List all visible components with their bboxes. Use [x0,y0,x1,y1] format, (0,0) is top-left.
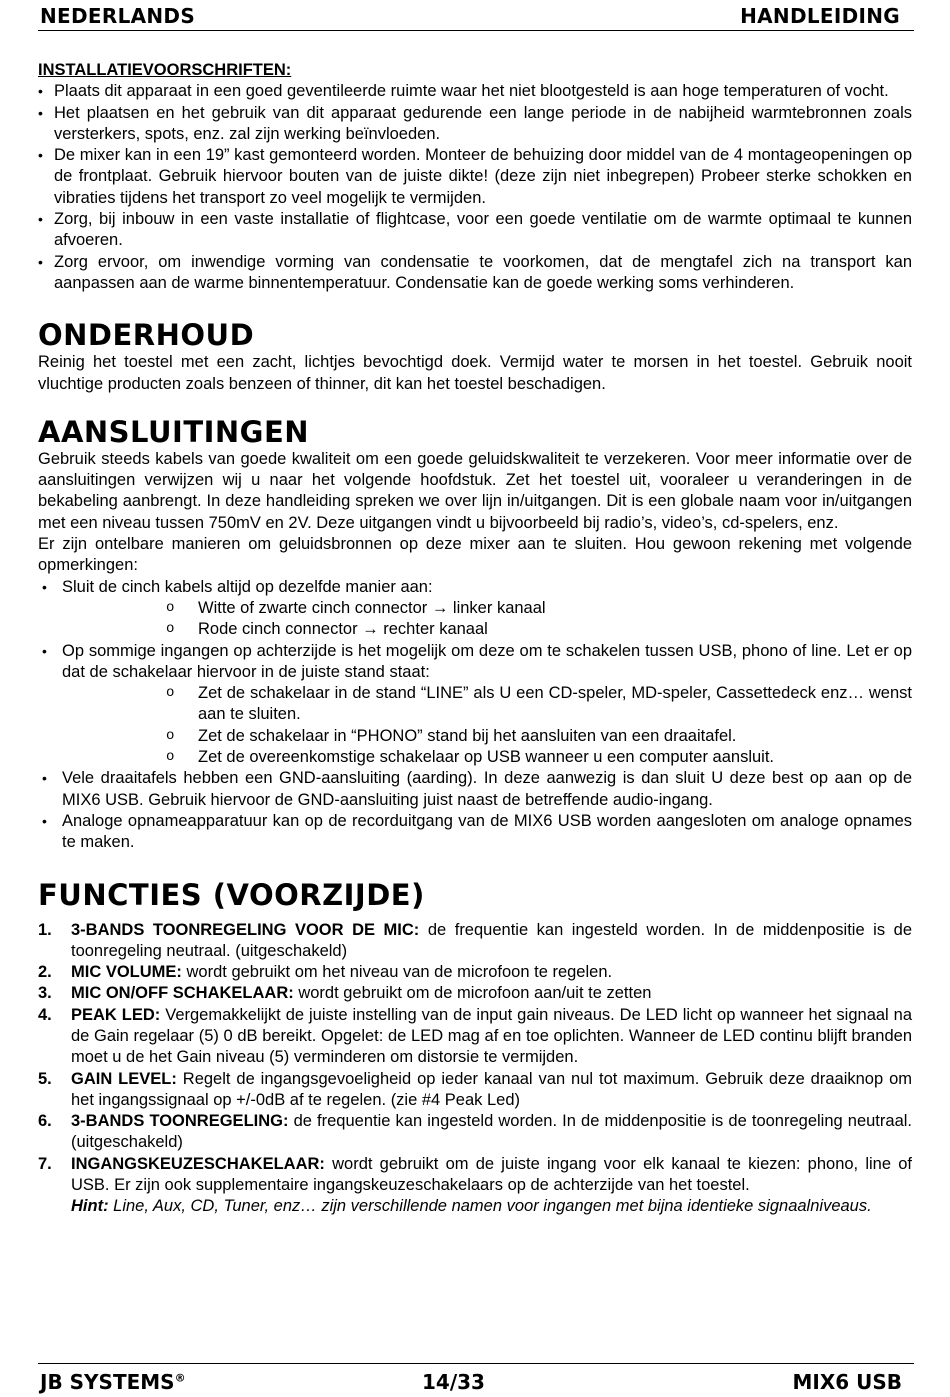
aansluitingen-list [38,577,912,854]
section-title-onderhoud: ONDERHOUD [38,318,255,353]
list-item [38,1069,912,1112]
list-item-text: Op sommige ingangen op achterzijde is het mogelijk om deze om te schakelen tussen USB, phono of line. Let er op dat de schakelaar hiervoor in de juiste stand staat: [62,641,912,681]
item-text: Vergemakkelijkt de juiste instelling van de input gain niveaus. De LED licht op wanneer het signaal na de Gain regelaar (5) 0 dB bereikt. Opgelet: de LED mag af en toe oplichten. Wanneer de LED continu blijft branden moet u de het Gain niveau (5) verminderen om distorsie te vermijden. [71,1005,913,1067]
hint-text: Line, Aux, CD, Tuner, enz… zijn verschillende namen voor ingangen met bijna identieke signaalniveaus. [108,1197,872,1216]
section-title-functies: FUNCTIES (VOORZIJDE) [38,877,425,912]
list-item [38,962,912,983]
page-number: 14/33 [422,1370,485,1394]
page-footer [38,1363,914,1396]
item-number: 6. [38,1112,52,1131]
list-item [38,1111,912,1154]
list-item [38,1005,912,1069]
page-header [38,2,914,31]
list-item [38,983,912,1004]
item-label: 3-BANDS TOONREGELING VOOR DE MIC: [71,920,420,939]
item-number: 4. [38,1005,52,1024]
list-item: • Het plaatsen en het gebruik van dit apparaat gedurende een lange periode in de nabijheid warmtebronnen zoals versterkers, spots, enz. zal zijn werking beïnvloeden. [38,103,912,146]
sub-list-item: o Witte of zwarte cinch connector → linker kanaal [62,598,912,619]
header-manual: HANDLEIDING [740,4,900,28]
list-item: • Plaats dit apparaat in een goed geventileerde ruimte waar het niet blootgesteld is aan hoge temperaturen of vocht. [38,81,912,102]
list-item [38,1154,912,1218]
item-label: MIC ON/OFF SCHAKELAAR: [71,984,294,1003]
item-label: 3-BANDS TOONREGELING: [71,1112,289,1131]
header-language: NEDERLANDS [40,4,196,28]
item-label: MIC VOLUME: [71,963,182,982]
item-number: 1. [38,920,52,939]
list-item: • Analoge opnameapparatuur kan op de recorduitgang van de MIX6 USB worden aangesloten om analoge opnames te maken. [38,811,912,854]
page-content [38,60,912,1218]
brand-name: JB SYSTEMS [40,1370,175,1394]
sub-list-item: o Zet de schakelaar in “PHONO” stand bij het aansluiten van een draaitafel. [62,726,912,747]
functies-list [38,920,912,1218]
install-title: INSTALLATIEVOORSCHRIFTEN: [38,61,292,79]
item-label: INGANGSKEUZESCHAKELAAR: [71,1154,325,1173]
item-number: 3. [38,984,52,1003]
list-item [38,920,912,963]
sub-list [62,683,912,768]
item-number: 2. [38,963,52,982]
onderhoud-text: Reinig het toestel met een zacht, lichtjes bevochtigd doek. Vermijd water te morsen in het toestel. Gebruik nooit vluchtige producten zoals benzeen of thinner, dit kan het toestel beschadigen. [38,353,912,393]
install-list [38,81,912,294]
hint-label: Hint: [71,1197,109,1216]
sub-list-item: o Zet de overeenkomstige schakelaar op USB wanneer u een computer aansluit. [62,747,912,768]
item-number: 7. [38,1154,52,1173]
item-text: wordt gebruikt om de juiste ingang voor elk kanaal te kiezen: phono, line of USB. Er zijn ook supplementaire ingangskeuzeschakelaars op de achterzijde van het toestel. [71,1154,912,1195]
section-title-aansluitingen: AANSLUITINGEN [38,414,310,449]
list-item: • De mixer kan in een 19” kast gemonteerd worden. Monteer de behuizing door middel van de 4 montageopeningen op de frontplaat. Gebruik hiervoor bouten van de juiste dikte! (deze zijn niet inbegrepen) Probeer sterke schokken en vibraties tijdens het transport zo veel mogelijk te vermijden. [38,145,912,209]
item-label: GAIN LEVEL: [71,1069,177,1088]
footer-model: MIX6 USB [792,1370,902,1394]
list-item: • Zorg, bij inbouw in een vaste installatie of flightcase, voor een goede ventilatie om de warmte optimaal te kunnen afvoeren. [38,209,912,252]
sub-list [62,598,912,641]
aansluitingen-paragraph-1: Gebruik steeds kabels van goede kwaliteit om een goede geluidskwaliteit te verzekeren. Voor meer informatie over de aansluitingen verwijzen wij u naar het volgende hoofdstuk. Zet het toestel uit, vooraleer u veranderingen in de bekabeling aanbrengt. In deze handleiding spreken we over lijn in/uitgangen. Dit is een globale naam voor in/uitgangen met een niveau tussen 750mV en 2V. Deze uitgangen vindt u bijvoorbeeld bij radio’s, video’s, cd-spelers, enz. [38,449,912,532]
sub-list-item: o Rode cinch connector → rechter kanaal [62,619,912,640]
list-item [38,641,912,769]
item-text: de frequentie kan ingesteld worden. In de middenpositie is de toonregeling neutraal. (uitgeschakeld) [71,920,912,960]
list-item-text: Sluit de cinch kabels altijd op dezelfde manier aan: [62,577,433,596]
registered-mark: ® [174,1371,186,1385]
list-item: • Zorg ervoor, om inwendige vorming van condensatie te voorkomen, dat de mengtafel zich na transport kan aanpassen aan de warme binnentemperatuur. Condensatie kan de goede werking soms verhinderen. [38,252,912,295]
hint-note [71,1196,912,1217]
aansluitingen-paragraph-2: Er zijn ontelbare manieren om geluidsbronnen op deze mixer aan te sluiten. Hou gewoon rekening met volgende opmerkingen: [38,535,912,575]
item-text: wordt gebruikt om het niveau van de microfoon te regelen. [181,963,613,982]
item-text: Regelt de ingangsgevoeligheid op ieder kanaal van nul tot maximum. Gebruik deze draaiknop om het ingangssignaal op +/-0dB af te regelen. (zie #4 Peak Led) [71,1069,912,1109]
item-text: wordt gebruikt om de microfoon aan/uit te zetten [293,984,652,1003]
item-text: de frequentie kan ingesteld worden. In de middenpositie is de toonregeling neutraal. (uitgeschakeld) [71,1112,912,1152]
sub-list-item: o Zet de schakelaar in de stand “LINE” als U een CD-speler, MD-speler, Cassettedeck enz… wenst aan te sluiten. [62,683,912,726]
item-number: 5. [38,1069,52,1088]
footer-brand [40,1370,186,1394]
item-label: PEAK LED: [71,1005,161,1024]
list-item: • Vele draaitafels hebben een GND-aansluiting (aarding). In deze aanwezig is dan sluit U deze best op aan op de MIX6 USB. Gebruik hiervoor de GND-aansluiting juist naast de betreffende audio-ingang. [38,768,912,811]
list-item [38,577,912,641]
